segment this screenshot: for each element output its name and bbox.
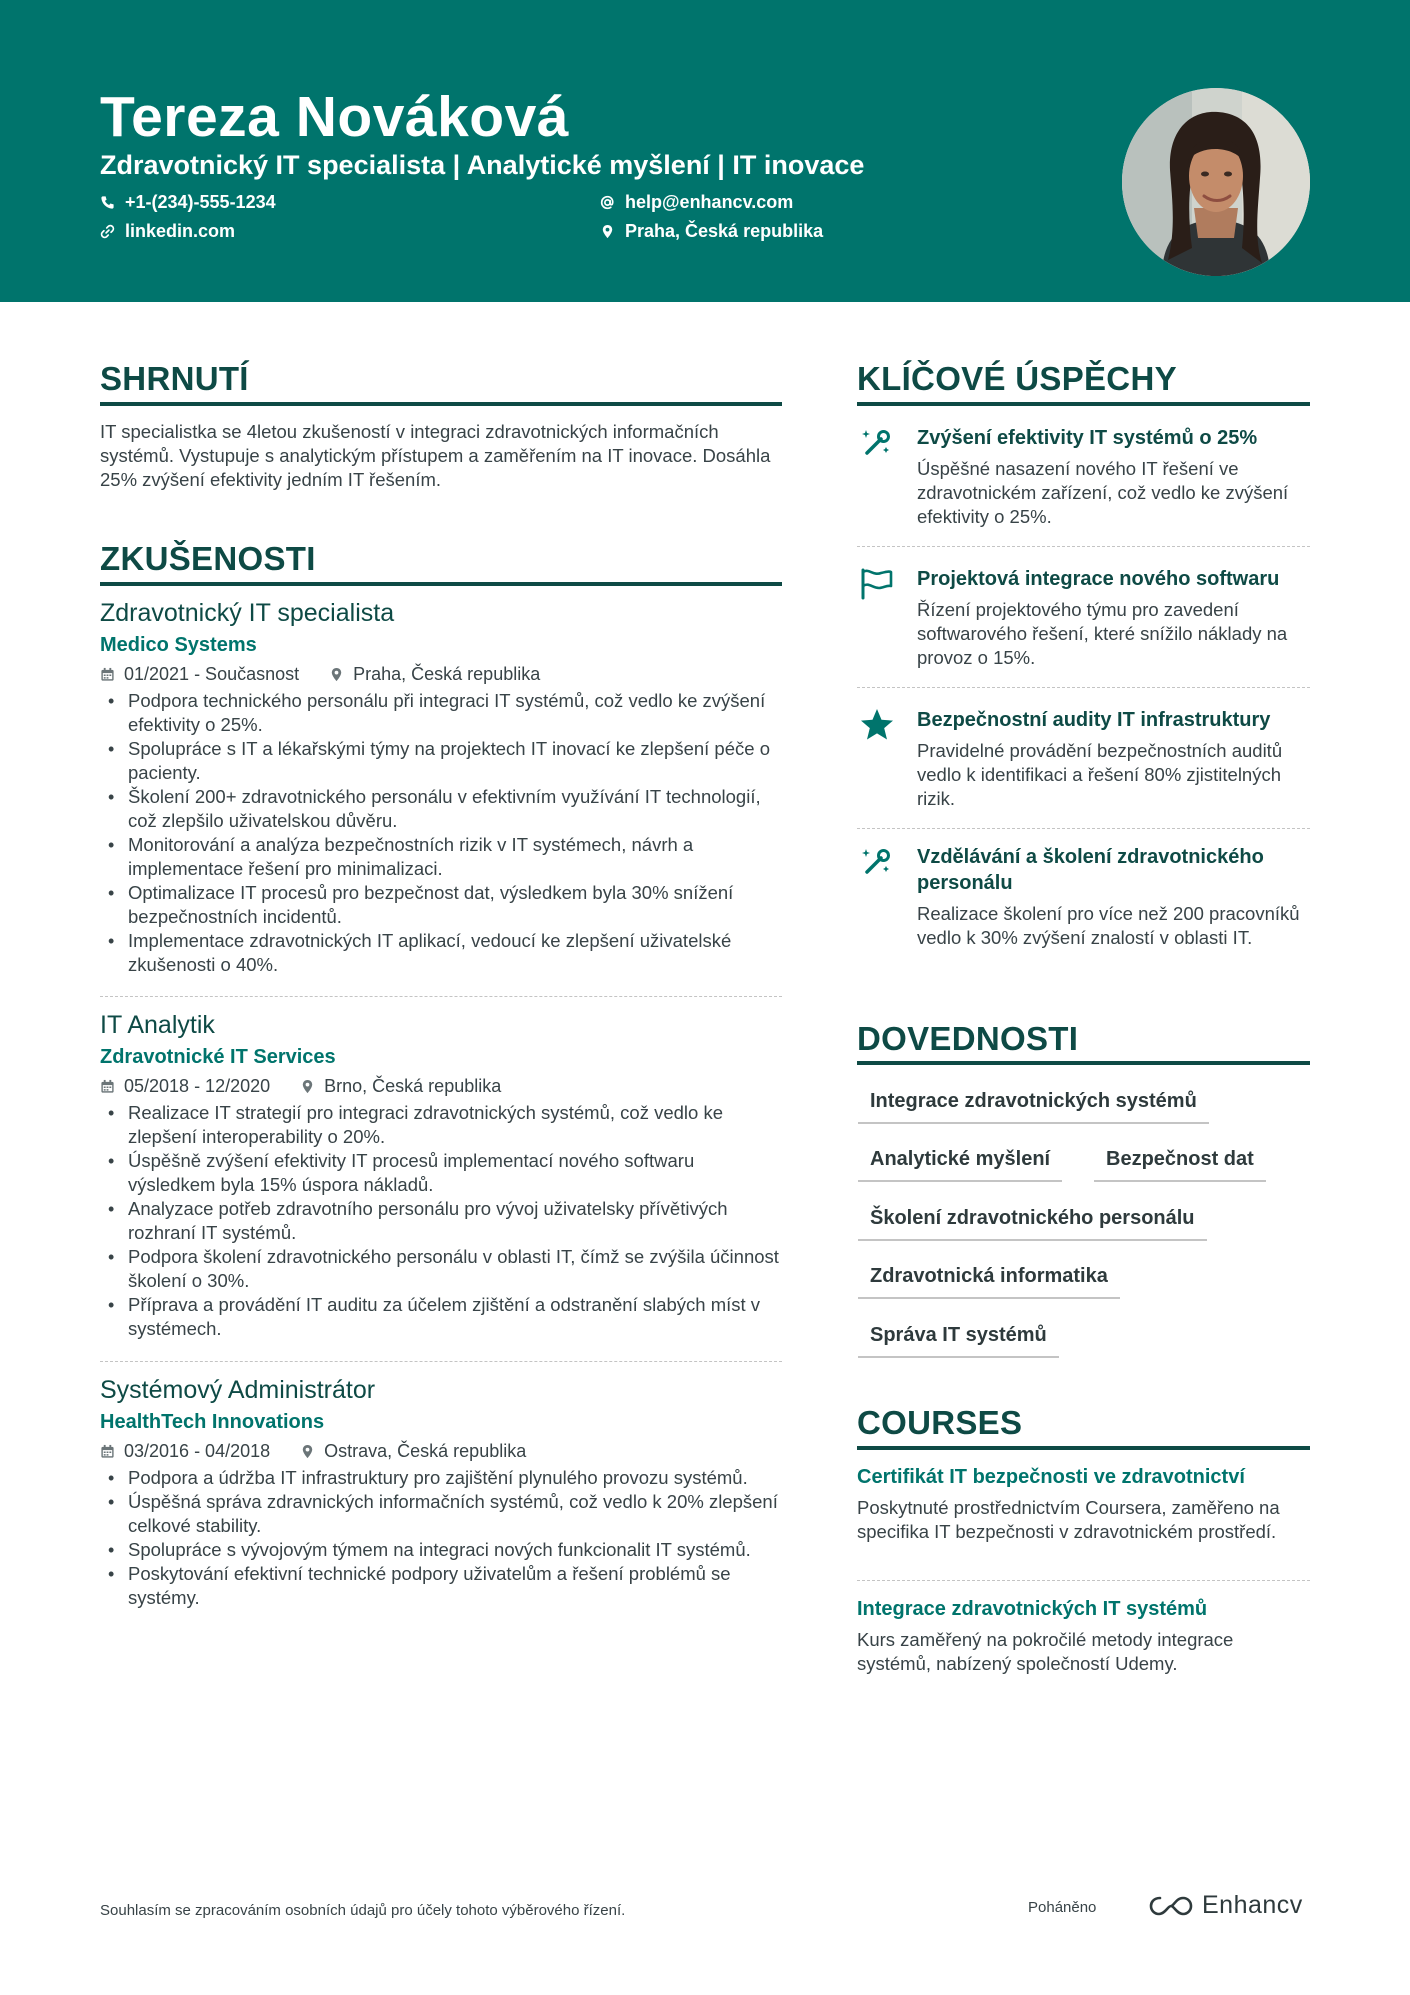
- skills-heading: DOVEDNOSTI: [857, 1020, 1079, 1057]
- at-sign-icon: [600, 195, 615, 210]
- achievement-item: [857, 425, 1310, 529]
- course-title: Certifikát IT bezpečnosti ve zdravotnictví: [857, 1466, 1245, 1488]
- location-pin-icon: [300, 1079, 315, 1094]
- achievement-title: Bezpečnostní audity IT infrastruktury: [917, 709, 1271, 731]
- job-dates: 05/2018 - 12/2020: [124, 1076, 271, 1096]
- job-bullet: • Optimalizace IT procesů pro bezpečnost dat, výsledkem byla 30% snížení bezpečnostních incidentů.: [100, 881, 782, 929]
- job-separator: [100, 1361, 782, 1362]
- calendar-icon: [100, 1444, 115, 1459]
- job-company: HealthTech Innovations: [100, 1411, 325, 1433]
- phone-contact[interactable]: [100, 192, 276, 213]
- achievement-title: Projektová integrace nového softwaru: [917, 568, 1280, 590]
- skill-tag: Bezpečnost dat: [1094, 1146, 1266, 1182]
- course-description: Kurs zaměřený na pokročilé metody integrace systémů, nabízený společností Udemy.: [857, 1629, 1234, 1674]
- star-icon: [859, 707, 895, 743]
- course-description: Poskytnuté prostřednictvím Coursera, zaměřeno na specifika IT bezpečnosti v zdravotnickém prostředí.: [857, 1497, 1280, 1542]
- phone-icon: [100, 195, 115, 210]
- course-item: [857, 1464, 1310, 1544]
- powered-by-label: Poháněno: [1028, 1899, 1097, 1916]
- job-location: Ostrava, Česká republika: [324, 1441, 527, 1461]
- summary-heading: SHRNUTÍ: [100, 360, 249, 397]
- job-entry: [100, 1009, 782, 1341]
- course-title: Integrace zdravotnických IT systémů: [857, 1598, 1208, 1620]
- summary-text: IT specialistka se 4letou zkušeností v integraci zdravotnických informačních systémů. Vystupuje s analytickým přístupem a zaměřením na IT inovace. Dosáhla 25% zvýšení efektivity jedním IT řešením.: [100, 421, 771, 490]
- enhancv-logo[interactable]: [1148, 1891, 1303, 1920]
- job-bullet: • Podpora školení zdravotnického personálu v oblasti IT, čímž se zvýšila účinnost školení o 30%.: [100, 1245, 782, 1293]
- job-bullets: [100, 689, 782, 977]
- job-bullet: • Příprava a provádění IT auditu za účelem zjištění a odstranění slabých míst v systémech.: [100, 1293, 782, 1341]
- achievements-divider: [857, 402, 1310, 406]
- job-bullet: • Podpora a údržba IT infrastruktury pro zajištění plynulého provozu systémů.: [100, 1466, 782, 1490]
- job-bullet: • Poskytování efektivní technické podpory uživatelům a řešení problémů se systémy.: [100, 1562, 782, 1610]
- achievement-description: Realizace školení pro více než 200 pracovníků vedlo k 30% zvýšení znalostí v oblasti IT.: [917, 903, 1300, 948]
- experience-divider: [100, 582, 782, 586]
- job-meta: [100, 1073, 782, 1099]
- course-separator: [857, 1580, 1310, 1581]
- headline: Zdravotnický IT specialista | Analytické myšlení | IT inovace: [100, 150, 865, 180]
- candidate-name: Tereza Nováková: [100, 85, 570, 149]
- achievement-separator: [857, 687, 1310, 688]
- job-bullet: • Podpora technického personálu při integraci IT systémů, což vedlo ke zvýšení efektivity o 25%.: [100, 689, 782, 737]
- location-contact: [600, 221, 823, 242]
- link-icon: [100, 224, 115, 239]
- achievement-description: Úspěšné nasazení nového IT řešení ve zdravotnickém zařízení, což vedlo ke zvýšení efektivity o 25%.: [917, 458, 1289, 527]
- achievement-separator: [857, 546, 1310, 547]
- experience-heading: ZKUŠENOSTI: [100, 540, 316, 577]
- achievement-separator: [857, 828, 1310, 829]
- job-entry: [100, 1374, 782, 1610]
- job-bullet: • Úspěšně zvýšení efektivity IT procesů implementací nového softwaru výsledkem byla 15% úspora nákladů.: [100, 1149, 782, 1197]
- job-bullet: • Spolupráce s IT a lékařskými týmy na projektech IT inovací ke zlepšení péče o pacienty.: [100, 737, 782, 785]
- job-bullet: • Realizace IT strategií pro integraci zdravotnických systémů, což vedlo ke zlepšení interoperability o 20%.: [100, 1101, 782, 1149]
- job-company: Zdravotnické IT Services: [100, 1046, 336, 1068]
- job-location: Praha, Česká republika: [353, 664, 541, 684]
- job-bullet: • Spolupráce s vývojovým týmem na integraci nových funkcionalit IT systémů.: [100, 1538, 782, 1562]
- phone-text: +1-(234)-555-1234: [125, 192, 276, 212]
- job-bullet: • Monitorování a analýza bezpečnostních rizik v IT systémech, návrh a implementace řešení pro minimalizaci.: [100, 833, 782, 881]
- achievement-title: Vzdělávání a školení zdravotnického personálu: [917, 846, 1264, 894]
- job-title: Zdravotnický IT specialista: [100, 599, 395, 627]
- achievement-item: [857, 844, 1310, 950]
- linkedin-text: linkedin.com: [125, 221, 236, 241]
- job-bullet: • Školení 200+ zdravotnického personálu v efektivním využívání IT technologií, což zlepšilo uživatelskou důvěru.: [100, 785, 782, 833]
- calendar-icon: [100, 667, 115, 682]
- flag-icon: [859, 566, 895, 602]
- location-pin-icon: [329, 667, 344, 682]
- courses-divider: [857, 1446, 1310, 1450]
- job-title: IT Analytik: [100, 1011, 215, 1039]
- job-location: Brno, Česká republika: [324, 1076, 502, 1096]
- job-title: Systémový Administrátor: [100, 1376, 376, 1404]
- course-item: [857, 1596, 1310, 1676]
- job-entry: [100, 597, 782, 977]
- skill-tag: Zdravotnická informatika: [858, 1263, 1120, 1299]
- job-dates: 03/2016 - 04/2018: [124, 1441, 271, 1461]
- job-bullet: • Analyzace potřeb zdravotního personálu pro vývoj uživatelsky přívětivých rozhraní IT systémů.: [100, 1197, 782, 1245]
- job-bullet: • Úspěšná správa zdravnických informačních systémů, což vedlo k 20% zlepšení celkové stability.: [100, 1490, 782, 1538]
- job-bullet: • Implementace zdravotnických IT aplikací, vedoucí ke zlepšení uživatelské zkušenosti o 40%.: [100, 929, 782, 977]
- calendar-icon: [100, 1079, 115, 1094]
- header-banner: [0, 0, 1410, 302]
- achievement-item: [857, 566, 1310, 670]
- achievements-heading: KLÍČOVÉ ÚSPĚCHY: [857, 360, 1177, 397]
- job-separator: [100, 996, 782, 997]
- brand-name: Enhancv: [1202, 1891, 1303, 1919]
- skill-tag: Školení zdravotnického personálu: [858, 1205, 1207, 1241]
- location-text: Praha, Česká republika: [625, 221, 824, 241]
- consent-text: Souhlasím se zpracováním osobních údajů pro účely tohoto výběrového řízení.: [100, 1902, 626, 1919]
- linkedin-contact[interactable]: [100, 221, 235, 242]
- job-bullets: [100, 1466, 782, 1610]
- skill-tag: Správa IT systémů: [858, 1322, 1059, 1358]
- achievement-description: Pravidelné provádění bezpečnostních auditů vedlo k identifikaci a řešení 80% zjistitelných rizik.: [917, 740, 1283, 809]
- wrench-magic-icon: [859, 425, 895, 461]
- skill-tag: Analytické myšlení: [858, 1146, 1062, 1182]
- email-contact[interactable]: [600, 192, 793, 213]
- job-company: Medico Systems: [100, 634, 257, 656]
- email-text: help@enhancv.com: [625, 192, 794, 212]
- achievement-title: Zvýšení efektivity IT systémů o 25%: [917, 427, 1258, 449]
- infinity-logo-icon: [1148, 1894, 1194, 1918]
- skills-divider: [857, 1061, 1310, 1065]
- location-pin-icon: [600, 224, 615, 239]
- profile-photo: [1122, 88, 1310, 276]
- achievement-item: [857, 707, 1310, 811]
- skill-tag: Integrace zdravotnických systémů: [858, 1088, 1209, 1124]
- achievement-description: Řízení projektového týmu pro zavedení softwarového řešení, které snížilo náklady na provoz o 15%.: [917, 599, 1288, 668]
- job-meta: [100, 1438, 782, 1464]
- summary-divider: [100, 402, 782, 406]
- courses-heading: COURSES: [857, 1404, 1023, 1441]
- job-bullets: [100, 1101, 782, 1341]
- wrench-magic-icon: [859, 844, 895, 880]
- job-dates: 01/2021 - Současnost: [124, 664, 300, 684]
- job-meta: [100, 661, 782, 687]
- location-pin-icon: [300, 1444, 315, 1459]
